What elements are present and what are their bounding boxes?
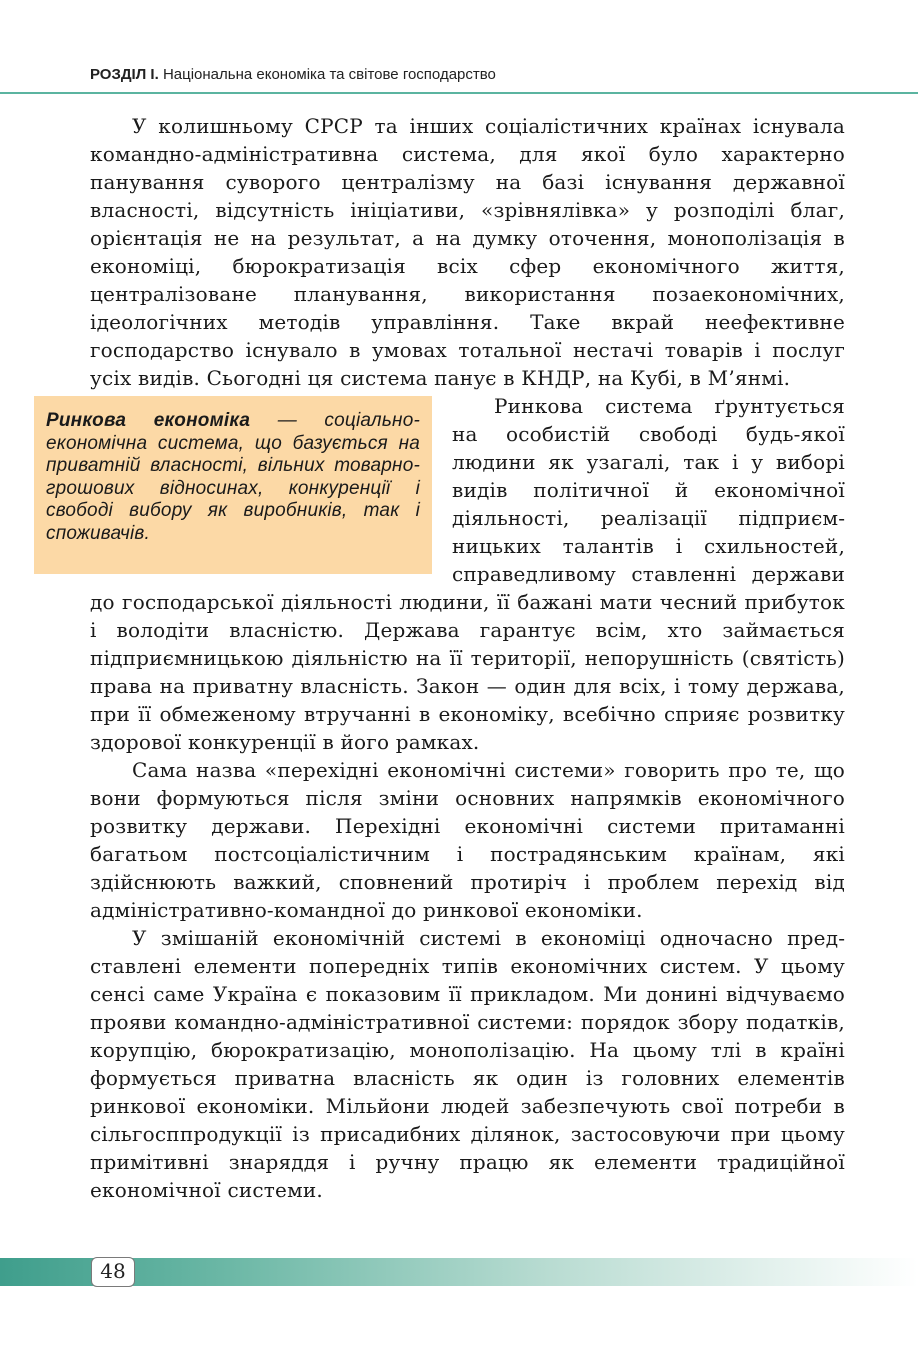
page-number: 48 xyxy=(91,1257,135,1287)
footer-bar xyxy=(0,1258,918,1286)
section-label: РОЗДІЛ І. xyxy=(90,66,159,83)
running-header xyxy=(90,66,918,83)
market-system-text: Ринкова система ґрунтується на особистій свободі будь-якої людини як узагалі, так і у виборі видів політичної й економічної діяльності, реалізації підприємницьких талантів і схильностей, справедливому ставленні держави до господарської діяльності людини, її бажані мати чесний прибуток і володіти власністю. Держава гарантує всім, хто займається підприємницькою діяльністю на її території, непорушність (святість) права на приватну власність. Закон — один для всіх, і тому держава, при її обмеженому втручанні в економіку, всебічно сприяє розвитку здорової конкуренції в його рамках. xyxy=(90,394,845,754)
header-divider xyxy=(0,92,918,94)
chapter-title: Національна економіка та світове господарство xyxy=(162,66,496,83)
paragraph-transition-systems: Сама назва «перехідні економічні системи» говорить про те, що вони формуються після зміни основних напрямків економічного розвитку держави. Перехідні економічні системи притаманні багатьом постсоціалістичним і пострадянським країнам, які здійснюють важкий, сповнений протиріч і проблем перехід від адміністративно-командної до ринкової економіки. xyxy=(90,758,845,922)
main-text xyxy=(46,112,845,1204)
paragraph-mixed-system: У змішаній економічній системі в економіці одночасно представлені елементи попередніх типів економічних систем. У цьому сенсі саме Україна є показовим її прикладом. Ми донині відчуваємо прояви командно-адміністративної системи: порядок збору податків, корупцію, бюрократизацію, монополізацію. На цьому тлі в країні формується приватна власність як один із головних елементів ринкової економіки. Мільйони людей забезпечують свої потреби в сільгосппродукції із присадибних ділянок, застосовуючи при цьому примітивні знаряддя і ручну працю як елементи традиційної економічної системи. xyxy=(90,926,845,1202)
definition-term: Ринкова економіка xyxy=(46,410,251,431)
definition-box xyxy=(34,396,432,574)
definition-text: — соціально-економічна система, що базується на приватній власності, вільних товарно-грошових відносинах, конкуренції і свободі вибору як виробників, так і споживачів. xyxy=(46,410,420,544)
paragraph-market-system xyxy=(46,392,845,756)
paragraph-command-system: У колишньому СРСР та інших соціалістичних країнах існувала командно-адміністративна система, для якої було характерно панування суворого централізму на базі існування державної власності, відсутність ініціативи, «зрівнялівка» у розподілі благ, орієнтація не на результат, а на думку оточення, монополізація в економіці, бюрократизація всіх сфер економічного життя, централізоване планування, використання позаекономічних, ідеологічних методів управління. Таке вкрай неефективне господарство існувало в умовах тотальної нестачі товарів і послуг усіх видів. Сьогодні ця система панує в КНДР, на Кубі, в М’янмі. xyxy=(90,114,845,390)
